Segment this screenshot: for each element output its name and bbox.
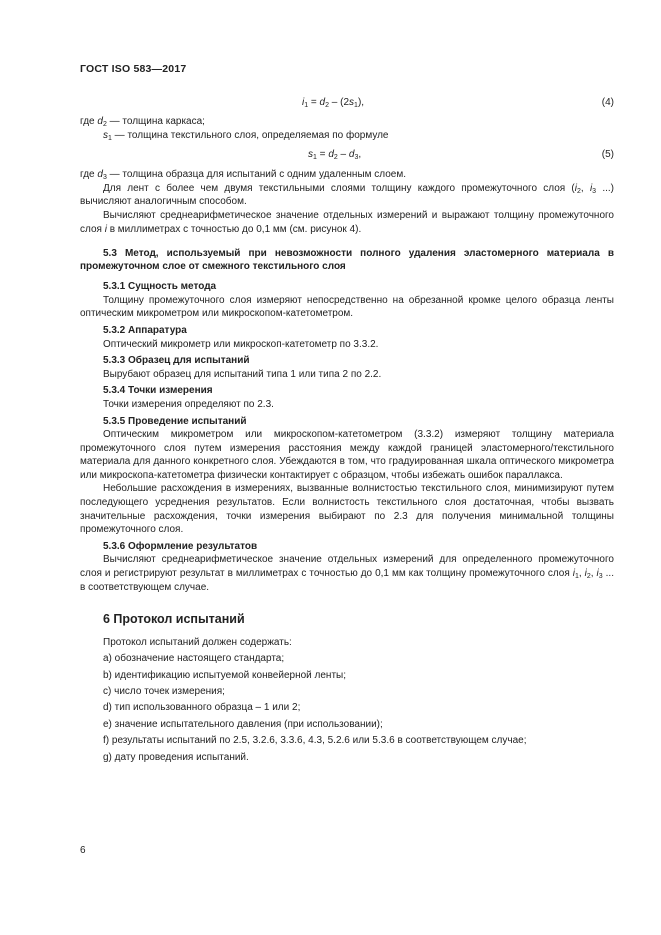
section-5-3-2-title: 5.3.2 Аппаратура — [103, 324, 187, 336]
section-5-3-4-text: Точки измерения определяют по 2.3. — [103, 398, 274, 410]
eq-sub: 3 — [592, 187, 597, 195]
eq-var: i — [572, 568, 575, 580]
where-text: — толщина текстильного слоя, определяемая по формуле — [111, 129, 389, 141]
eq-op: , — [580, 182, 590, 194]
eq-var: d — [328, 149, 334, 161]
list-item: b) идентификацию испытуемой конвейерной ленты; — [103, 669, 346, 681]
where-text: — толщина образца для испытаний с одним удаленным слоем. — [106, 169, 407, 181]
where-prefix: где — [80, 169, 98, 181]
paragraph-average — [80, 209, 614, 236]
list-item: g) дату проведения испытаний. — [103, 751, 249, 763]
where-prefix: где — [80, 116, 98, 127]
section-5-3-5-title: 5.3.5 Проведение испытаний — [103, 415, 247, 427]
eq-var: d — [348, 149, 355, 161]
page-number: 6 — [80, 845, 86, 856]
paragraph-text: ... в соответствующем случае. — [80, 568, 614, 593]
equation-4 — [80, 96, 614, 110]
list-item: e) значение испытательного давления (при использовании); — [103, 718, 383, 730]
section-5-3-1-title: 5.3.1 Сущность метода — [103, 281, 217, 293]
list-item: a) обозначение настоящего стандарта; — [103, 653, 285, 665]
eq-op: , — [578, 568, 585, 580]
eq-sub: 3 — [598, 573, 603, 581]
paragraph-multi-layer — [80, 182, 614, 209]
eq-sub: 2 — [325, 102, 330, 109]
section-6-title: 6 Протокол испытаний — [103, 612, 245, 627]
section-5-3-title: 5.3 Метод, используемый при невозможности полного удаления эластомерного материала в промежуточном слое от смежного текстильного слоя — [80, 248, 614, 273]
eq-op: – (2 — [329, 97, 350, 108]
eq-sub: 3 — [354, 154, 359, 162]
eq-op: , — [358, 149, 362, 161]
eq-op: – — [337, 149, 349, 161]
equation-5-formula — [308, 148, 361, 162]
section-5-3-2-text: Оптический микрометр или микроскоп-катетометр по 3.3.2. — [103, 338, 379, 350]
eq-var: i — [302, 97, 305, 108]
where-d2 — [80, 115, 614, 129]
section-5-3-5-p2: Небольшие расхождения в измерениях, вызванные волнистостью текстильного слоя, минимизируют путем последующего усреднения результатов. Если волнистость текстильного слоя достаточная, чтобы вызвать значительные расхождения, точки измерения выбирают по 2.3 для получения минимальной толщины промежуточного слоя. — [80, 483, 614, 536]
eq-op: = — [316, 149, 329, 161]
where-text: — толщина каркаса; — [106, 116, 205, 127]
equation-4-number: (4) — [601, 97, 614, 108]
section-5-3-3-text: Вырубают образец для испытаний типа 1 или типа 2 по 2.2. — [103, 368, 382, 380]
eq-sub: 2 — [586, 573, 591, 581]
eq-var: s — [349, 97, 355, 108]
paragraph-text: Вычисляют среднеарифметическое значение отдельных измерений и выражают толщину промежуточного слоя — [80, 209, 614, 235]
section-5-3-6-title: 5.3.6 Оформление результатов — [103, 540, 258, 552]
eq-sub: 2 — [333, 154, 338, 162]
paragraph-text: Для лент с более чем двумя текстильными слоями толщину каждого промежуточного слоя — [103, 182, 566, 194]
eq-var: i — [589, 182, 593, 194]
paragraph-text: ...) вычисляют аналогичным способом. — [80, 182, 614, 208]
section-5-3-3-title: 5.3.3 Образец для испытаний — [103, 355, 250, 367]
equation-5-number: (5) — [601, 149, 614, 161]
equation-4-formula — [302, 96, 364, 110]
section-5-3-4-title: 5.3.4 Точки измерения — [103, 385, 213, 397]
report-intro: Протокол испытаний должен содержать: — [103, 636, 292, 648]
eq-var: s — [103, 129, 108, 141]
eq-var: d — [97, 116, 103, 127]
list-item: c) число точек измерения; — [103, 686, 225, 698]
eq-sub: 1 — [108, 134, 112, 142]
eq-var: s — [308, 149, 313, 161]
eq-op: ( — [571, 182, 575, 194]
eq-sub: 3 — [102, 174, 107, 182]
paragraph-text: Вычисляют среднеарифметическое значение отдельных измерений для определенного промежуточного слоя и регистрируют результат в миллиметрах с точностью до 0,1 мм как толщину промежуточного слоя — [80, 554, 614, 580]
eq-var: d — [97, 169, 103, 181]
eq-var: d — [319, 97, 326, 108]
section-5-3-6-text — [80, 553, 614, 594]
eq-op: , — [590, 568, 597, 580]
section-5-3-1-text: Толщину промежуточного слоя измеряют непосредственно на обрезанной кромке целого образца ленты оптическим микрометром или микроскопом-катетометром. — [80, 294, 614, 320]
where-s1 — [80, 129, 614, 143]
eq-var: i — [104, 223, 107, 235]
eq-op: ), — [357, 97, 365, 108]
report-list — [80, 635, 614, 766]
list-item: d) тип использованного образца – 1 или 2; — [103, 702, 301, 714]
page-header: ГОСТ ISO 583—2017 — [80, 63, 187, 75]
eq-sub: 1 — [574, 573, 579, 581]
eq-sub: 2 — [577, 187, 581, 195]
eq-sub: 2 — [102, 121, 107, 128]
eq-sub: 1 — [304, 102, 309, 109]
document-body — [80, 96, 614, 766]
eq-var: i — [596, 568, 599, 580]
eq-sub: 1 — [313, 154, 317, 162]
eq-op: = — [308, 97, 320, 108]
eq-var: i — [584, 568, 587, 580]
where-d3 — [80, 168, 614, 182]
list-item: f) результаты испытаний по 2.5, 3.2.6, 3.3.6, 4.3, 5.2.6 или 5.3.6 в соответствующем случае; — [103, 735, 527, 747]
equation-5 — [80, 148, 614, 162]
eq-var: i — [574, 182, 577, 194]
paragraph-text: в миллиметрах с точностью до 0,1 мм (см. рисунок 4). — [106, 223, 362, 235]
section-5-3-5-p1: Оптическим микрометром или микроскопом-катетометром (3.3.2) измеряют толщину материала промежуточного слоя путем измерения расстояния между каждой границей эластомерного/текстильного материала для данного конкретного слоя. Убеждаются в том, что градуированная шкала оптического микрометра или микроскопа-катетометра физически контактирует с образцом, чтобы избежать ошибок параллакса. — [80, 429, 614, 481]
eq-sub: 1 — [354, 102, 358, 109]
